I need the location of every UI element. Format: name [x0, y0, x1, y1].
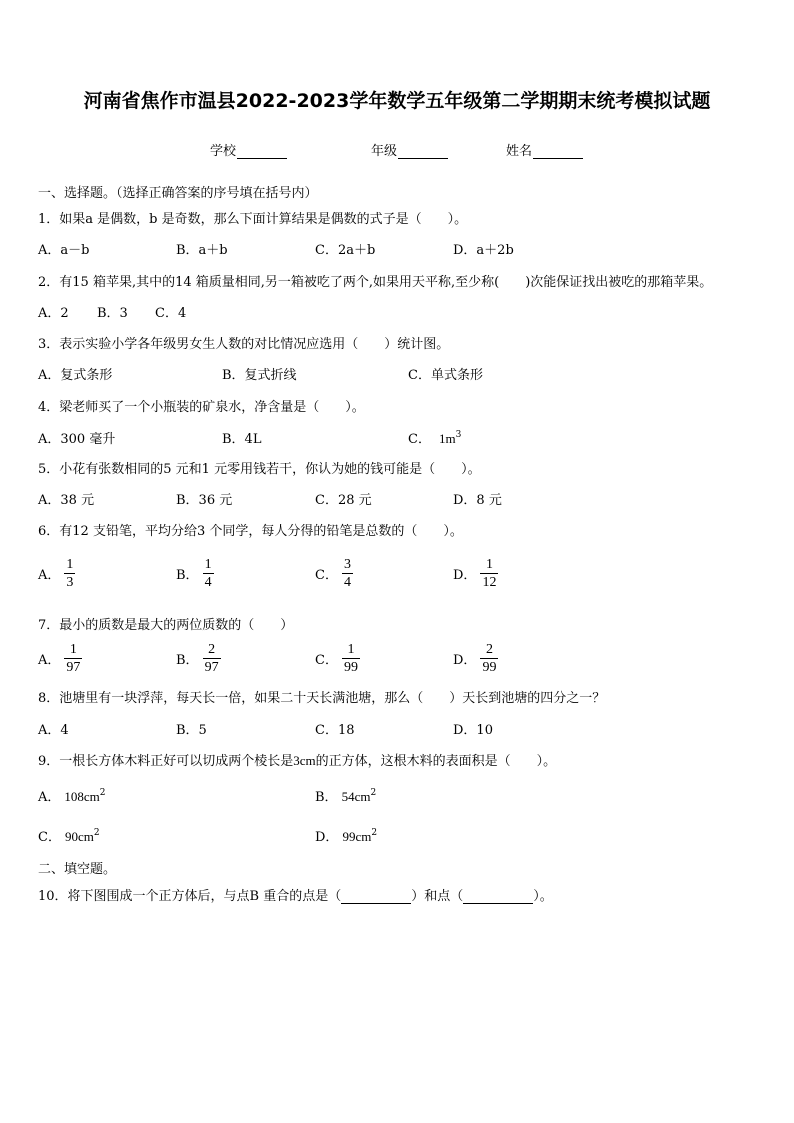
section-1-heading: 一、选择题。（选择正确答案的序号填在括号内） — [38, 186, 318, 201]
q7-option-c — [315, 641, 360, 676]
q9-option-c — [38, 826, 100, 845]
q6-option-c — [315, 556, 353, 591]
fraction-numerator: 2 — [208, 642, 216, 657]
section-2-heading: 二、填空题。 — [38, 862, 117, 877]
q7-option-b — [176, 641, 221, 676]
fraction-numerator: 1 — [69, 642, 77, 657]
fraction-numerator: 2 — [485, 642, 493, 657]
fraction-numerator: 3 — [343, 557, 351, 572]
q10-answer-blank-1[interactable] — [341, 890, 411, 904]
q4-option-b: B．4L — [222, 432, 262, 447]
q1-option-d: D．a＋2b — [453, 243, 514, 258]
q7-option-a — [38, 641, 82, 676]
q5-option-d: D．8 元 — [453, 493, 502, 508]
q4-option-a: A．300 毫升 — [38, 432, 116, 447]
q6-option-c-label: C． — [315, 568, 338, 583]
q4-option-c — [408, 428, 461, 447]
q7-option-d — [453, 641, 498, 676]
q4-option-c-value: 1m — [438, 431, 456, 446]
q9-option-a-value: 108cm — [64, 789, 100, 804]
question-1-stem: 1．如果a 是偶数，b 是奇数，那么下面计算结果是偶数的式子是（ ）。 — [38, 212, 468, 227]
fraction-denominator: 97 — [66, 660, 81, 675]
q4-option-c-sup: 3 — [455, 430, 462, 440]
q2-option-a: A．2 — [38, 306, 69, 321]
q6-option-d-fraction — [480, 556, 498, 591]
question-5-stem: 5．小花有张数相同的5 元和1 元零用钱若干，你认为她的钱可能是（ ）。 — [38, 462, 481, 477]
q2-option-c: C．4 — [155, 306, 187, 321]
q9-option-d — [315, 826, 377, 845]
q10-stem-part-3: ）。 — [533, 889, 553, 904]
q10-answer-blank-2[interactable] — [463, 890, 533, 904]
q7-option-a-label: A． — [38, 653, 61, 668]
q7-option-b-label: B． — [176, 653, 199, 668]
school-blank[interactable] — [237, 144, 287, 159]
q9-stem-part-1: 9．一根长方体木料正好可以切成两个棱长是 — [38, 754, 294, 769]
q3-option-c: C．单式条形 — [408, 368, 483, 383]
fraction-numerator: 1 — [66, 557, 74, 572]
school-field — [210, 140, 287, 159]
q9-stem-unit: 3cm — [293, 753, 316, 768]
q1-option-b: B．a＋b — [176, 243, 228, 258]
q6-option-d — [453, 556, 498, 591]
q7-option-d-fraction — [480, 641, 498, 676]
question-3-stem: 3．表示实验小学各年级男女生人数的对比情况应选用（ ）统计图。 — [38, 337, 450, 352]
q6-option-a — [38, 556, 75, 591]
q7-option-c-label: C． — [315, 653, 338, 668]
question-8-stem: 8．池塘里有一块浮萍，每天长一倍，如果二十天长满池塘，那么（ ）天长到池塘的四分之一？ — [38, 691, 606, 706]
q4-option-c-label: C． — [408, 432, 431, 447]
question-7-stem: 7．最小的质数是最大的两位质数的（ ） — [38, 618, 294, 633]
fraction-numerator: 1 — [347, 642, 355, 657]
q9-option-b-value: 54cm — [341, 789, 371, 804]
q8-option-c: C．18 — [315, 723, 355, 738]
q7-option-a-fraction — [64, 641, 82, 676]
q6-option-d-label: D． — [453, 568, 477, 583]
q6-option-b-label: B． — [176, 568, 199, 583]
question-9-stem — [38, 750, 556, 769]
fraction-denominator: 3 — [66, 575, 74, 590]
q8-option-b: B．5 — [176, 723, 207, 738]
fraction-denominator: 99 — [343, 660, 358, 675]
grade-field — [371, 140, 448, 159]
q7-option-d-label: D． — [453, 653, 477, 668]
name-field — [506, 140, 583, 159]
q5-option-c: C．28 元 — [315, 493, 372, 508]
q9-option-d-value: 99cm — [342, 829, 372, 844]
q9-option-b — [315, 786, 376, 805]
q9-option-c-sup: 2 — [93, 828, 100, 838]
q9-option-d-label: D． — [315, 830, 339, 845]
q1-option-c: C．2a＋b — [315, 243, 376, 258]
q9-option-c-label: C． — [38, 830, 61, 845]
q9-option-a-label: A． — [38, 790, 61, 805]
q9-option-d-sup: 2 — [371, 828, 378, 838]
q6-option-a-label: A． — [38, 568, 61, 583]
q1-option-a: A．a－b — [38, 243, 90, 258]
q9-stem-part-2: 的正方体，这根木料的表面积是（ ）。 — [315, 754, 557, 769]
q10-stem-part-2: ）和点（ — [411, 889, 464, 904]
q6-option-c-fraction — [342, 556, 353, 591]
q6-option-b-fraction — [203, 556, 214, 591]
fraction-denominator: 4 — [204, 575, 212, 590]
q9-option-a — [38, 786, 106, 805]
q10-stem-part-1: 10．将下图围成一个正方体后，与点B 重合的点是（ — [38, 889, 342, 904]
name-blank[interactable] — [533, 144, 583, 159]
grade-label: 年级 — [371, 144, 398, 159]
q9-option-b-sup: 2 — [370, 788, 377, 798]
question-10-stem — [38, 885, 553, 904]
name-label: 姓名 — [506, 144, 533, 159]
q6-option-b — [176, 556, 214, 591]
q9-option-b-label: B． — [315, 790, 338, 805]
q9-option-c-value: 90cm — [64, 829, 94, 844]
question-4-stem: 4．梁老师买了一个小瓶装的矿泉水，净含量是（ ）。 — [38, 400, 365, 415]
fraction-denominator: 12 — [482, 575, 497, 590]
grade-blank[interactable] — [398, 144, 448, 159]
q7-option-b-fraction — [203, 641, 221, 676]
q6-option-a-fraction — [64, 556, 75, 591]
q8-option-d: D．10 — [453, 723, 493, 738]
school-label: 学校 — [210, 144, 237, 159]
fraction-denominator: 97 — [204, 660, 219, 675]
q2-option-b: B．3 — [97, 306, 128, 321]
q3-option-a: A．复式条形 — [38, 368, 113, 383]
question-6-stem: 6．有12 支铅笔，平均分给3 个同学，每人分得的铅笔是总数的（ ）。 — [38, 524, 463, 539]
question-2-stem: 2．有15 箱苹果,其中的14 箱质量相同,另一箱被吃了两个,如果用天平称,至少称( )次能保证找出被吃的那箱苹果。 — [38, 275, 713, 290]
fraction-denominator: 99 — [482, 660, 497, 675]
page-title: 河南省焦作市温县2022-2023学年数学五年级第二学期期末统考模拟试题 — [83, 90, 711, 112]
q8-option-a: A．4 — [38, 723, 69, 738]
q5-option-b: B．36 元 — [176, 493, 233, 508]
q5-option-a: A．38 元 — [38, 493, 95, 508]
fraction-numerator: 1 — [485, 557, 493, 572]
q7-option-c-fraction — [342, 641, 360, 676]
fraction-numerator: 1 — [204, 557, 212, 572]
q9-option-a-sup: 2 — [99, 788, 106, 798]
fraction-denominator: 4 — [343, 575, 351, 590]
q3-option-b: B．复式折线 — [222, 368, 297, 383]
